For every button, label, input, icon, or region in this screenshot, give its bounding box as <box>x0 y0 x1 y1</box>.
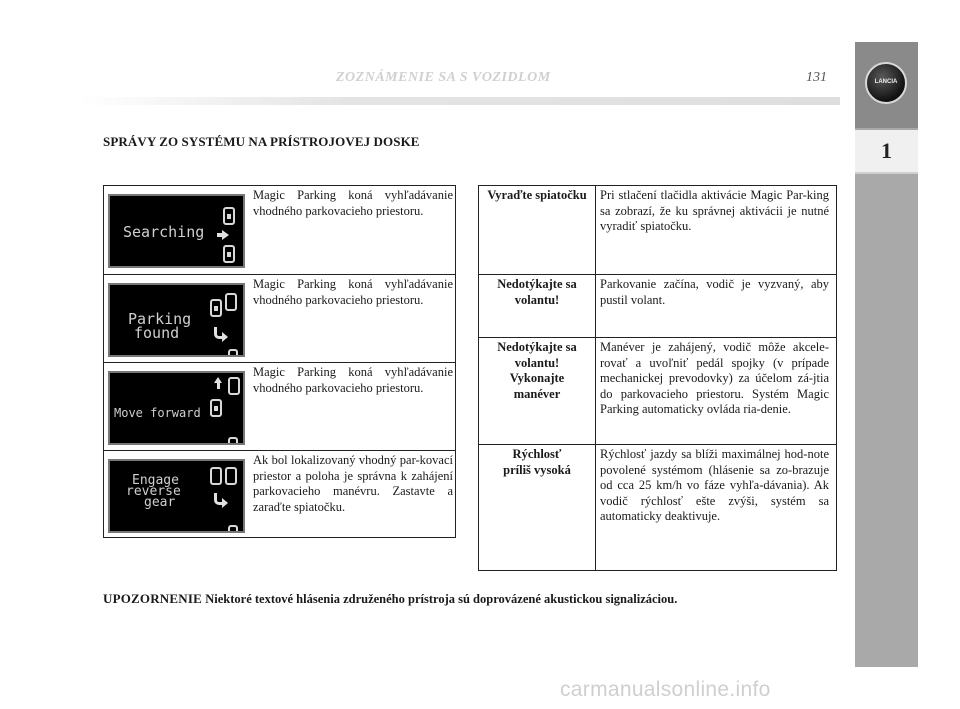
message-label: Nedotýkajte sa volantu! <box>497 277 577 307</box>
note-label: UPOZORNENIE <box>103 591 202 606</box>
car-icon <box>225 467 237 485</box>
message-label: Nedotýkajte sa volantu! Vykonajte manéver <box>497 340 577 401</box>
warning-note <box>103 591 677 607</box>
logo-panel <box>855 42 918 128</box>
message-description: Parkovanie začína, vodič je vyzvaný, aby pustil volant. <box>600 277 829 307</box>
car-icon <box>210 399 222 417</box>
watermark: carmanualsonline.info <box>560 678 771 701</box>
arrow-right-icon <box>222 230 229 240</box>
section-title: SPRÁVY ZO SYSTÉMU NA PRÍSTROJOVEJ DOSKE <box>103 134 420 149</box>
display-text: gear <box>144 495 176 510</box>
message-description: Pri stlačení tlačidla aktivácie Magic Par-king sa zobrazí, že ku správnej aktivácii je nutné vyradiť spiatočku. <box>600 188 829 233</box>
car-icon <box>210 467 222 485</box>
cluster-display-image <box>108 283 245 357</box>
cluster-display-image <box>108 459 245 533</box>
row-description: Ak bol lokalizovaný vhodný par-kovací priestor a poloha je správna k zahájení parkovacieho manévru. Zastavte a zaraďte spiatočku. <box>253 453 453 514</box>
table-row <box>104 274 455 362</box>
car-icon <box>228 349 238 355</box>
car-icon <box>228 377 240 395</box>
cluster-display-image <box>108 194 245 268</box>
car-icon <box>223 245 235 263</box>
lancia-logo-icon: LANCIA <box>865 62 907 104</box>
arrow-up-icon <box>214 377 222 383</box>
display-text: Move forward <box>114 406 201 420</box>
table-row <box>104 450 455 538</box>
table-row <box>479 186 836 274</box>
car-icon <box>228 437 238 443</box>
car-icon <box>210 299 222 317</box>
message-label: Rýchlosť príliš vysoká <box>503 447 571 477</box>
car-icon <box>228 525 238 531</box>
sidebar-divider <box>855 172 918 174</box>
turn-arrow-icon <box>214 327 223 339</box>
table-row <box>479 337 836 444</box>
row-description: Magic Parking koná vyhľadávanie vhodného parkovacieho priestoru. <box>253 365 453 395</box>
display-text: Parking <box>128 310 192 328</box>
table-row <box>104 186 455 274</box>
row-description: Magic Parking koná vyhľadávanie vhodného parkovacieho priestoru. <box>253 277 453 307</box>
message-explanations-table <box>478 185 837 571</box>
message-label: Vyraďte spiatočku <box>487 188 587 202</box>
message-description: Manéver je zahájený, vodič môže akcele-rovať a uvoľniť pedál spojky (v prípade mechanickej prevodovky) za účelom zá-jtia do parkovacieho priestoru. Systém Magic Parking automaticky ovláda ria-denie. <box>600 340 829 416</box>
display-text: Searching <box>123 223 205 241</box>
table-row <box>104 362 455 450</box>
chapter-tab[interactable]: 1 <box>855 130 918 172</box>
row-description: Magic Parking koná vyhľadávanie vhodného parkovacieho priestoru. <box>253 188 453 218</box>
chapter-sidebar <box>855 42 918 667</box>
running-header-title: ZOZNÁMENIE SA S VOZIDLOM <box>336 70 551 85</box>
display-text: reverse <box>126 484 181 499</box>
table-row <box>479 274 836 337</box>
cluster-display-image <box>108 371 245 445</box>
page-number: 131 <box>806 70 827 85</box>
table-row <box>479 444 836 570</box>
display-messages-table <box>103 185 456 538</box>
car-icon <box>223 207 235 225</box>
message-description: Rýchlosť jazdy sa blíži maximálnej hod-note povolené systémom (hlásenie sa zo-brazuje od cca 25 km/h vo fáze vyhľa-dávania). Ak vodič rýchlosť ešte zvýši, systém sa automaticky deaktivuje. <box>600 447 829 523</box>
display-text: Engage <box>132 473 179 488</box>
display-text: found <box>134 324 180 342</box>
car-icon <box>225 293 237 311</box>
turn-arrow-icon <box>214 493 223 505</box>
header-divider <box>80 97 840 105</box>
note-text: Niektoré textové hlásenia združeného prístroja sú doprovázené akustickou signalizáciou. <box>205 592 678 606</box>
